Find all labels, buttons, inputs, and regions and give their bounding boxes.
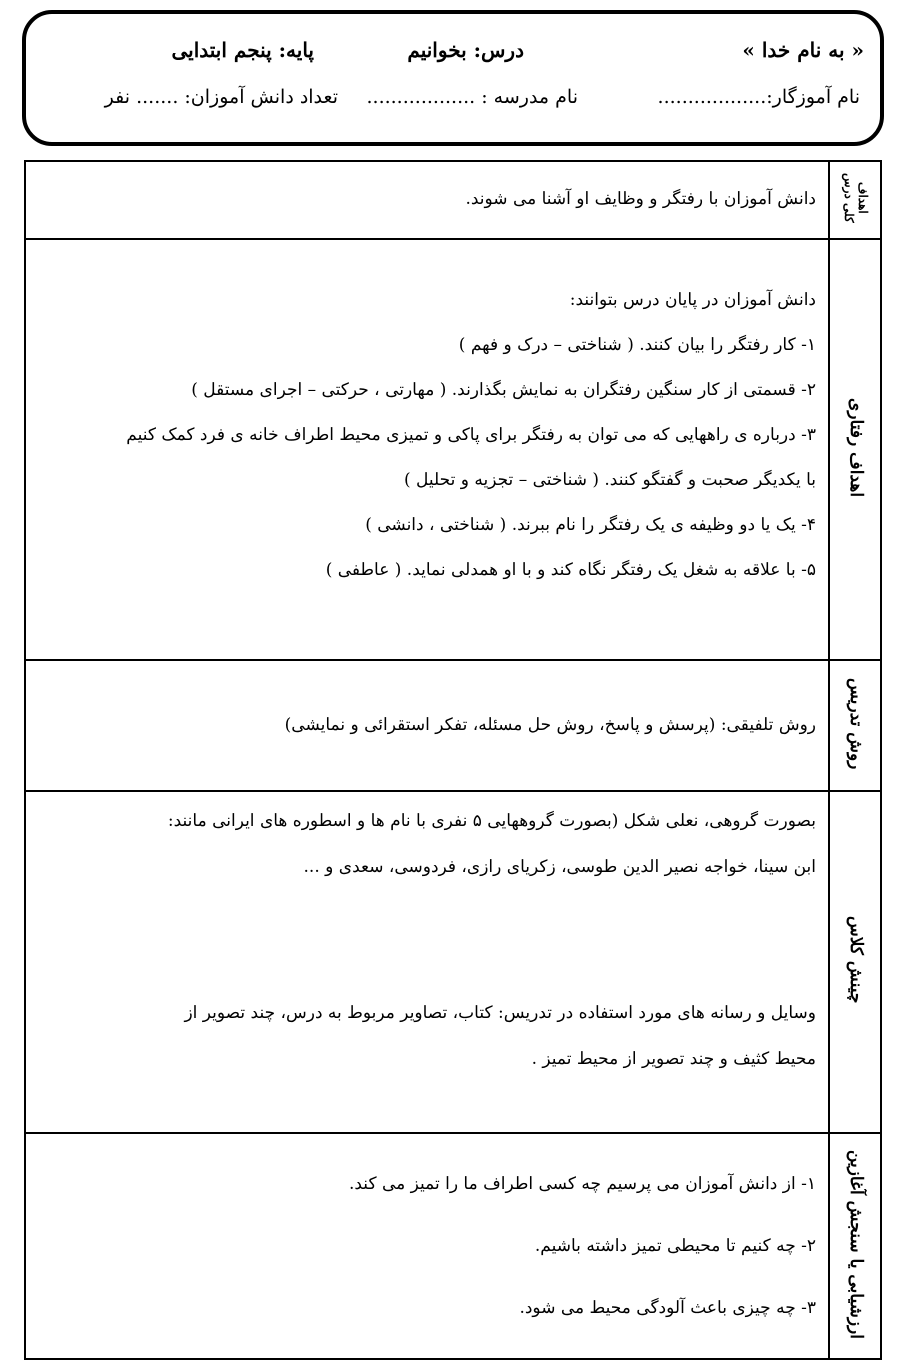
assessment-item: ۲- چه کنیم تا محیطی تمیز داشته باشیم. (534, 1236, 816, 1256)
lesson-plan-table (24, 160, 882, 1360)
bismillah: « به نام خدا » (742, 38, 864, 62)
teaching-method-text: روش تلفیقی: (پرسش و پاسخ، روش حل مسئله، تفکر استقرائی و نمایشی) (284, 714, 816, 735)
behavioral-objectives-label-cell (829, 239, 881, 660)
header-box (22, 10, 884, 146)
behavioral-objectives-cell (25, 239, 829, 660)
assessment-label: ارزشیابی یا سنجش آغازین (845, 1149, 866, 1339)
general-objectives-row (25, 161, 881, 239)
assessment-label-cell (829, 1133, 881, 1359)
teaching-method-label-cell (829, 660, 881, 791)
classroom-arrangement-line: بصورت گروهی، نعلی شکل (بصورت گروههایی ۵ نفری با نام ها و اسطوره های ایرانی مانند: (167, 811, 816, 831)
behavioral-objective-item: با یکدیگر صحبت و گفتگو کنند. ( شناختی – تجزیه و تحلیل ) (403, 470, 816, 490)
general-objectives-cell (25, 161, 829, 239)
general-objectives-label-line2: کلی درس (842, 173, 856, 223)
behavioral-objectives-row (25, 239, 881, 660)
behavioral-objective-item: ۲- قسمتی از کار سنگین رفتگران به نمایش بگذارند. ( مهارتی ، حرکتی – اجرای مستقل ) (191, 380, 816, 400)
teaching-method-cell (25, 660, 829, 791)
assessment-cell (25, 1133, 829, 1359)
behavioral-objective-item: ۱- کار رفتگر را بیان کنند. ( شناختی – درک و فهم ) (458, 335, 816, 355)
general-objectives-text: دانش آموزان با رفتگر و وظایف او آشنا می شوند. (465, 189, 816, 210)
grade-label: پایه: پنجم ابتدایی (171, 38, 314, 62)
general-objectives-label (841, 173, 869, 223)
classroom-arrangement-line: ابن سینا، خواجه نصیر الدین طوسی، زکریای رازی، فردوسی، سعدی و ... (303, 857, 816, 877)
teaching-method-row (25, 660, 881, 791)
assessment-item: ۱- از دانش آموزان می پرسیم چه کسی اطراف ما را تمیز می کند. (348, 1174, 816, 1194)
behavioral-objectives-label: اهداف رفتاری (845, 397, 866, 498)
materials-line: وسایل و رسانه های مورد استفاده در تدریس: کتاب، تصاویر مربوط به درس، چند تصویر از (184, 1003, 816, 1023)
classroom-arrangement-label: چینش کلاس (845, 916, 866, 1004)
behavioral-objective-item: ۵- با علاقه به شغل یک رفتگر نگاه کند و با او همدلی نماید. ( عاطفی ) (325, 560, 816, 580)
assessment-row (25, 1133, 881, 1359)
assessment-item: ۳- چه چیزی باعث آلودگی محیط می شود. (519, 1298, 816, 1318)
school-name-field: نام مدرسه : .................. (366, 86, 578, 108)
spacer (40, 890, 816, 990)
behavioral-objective-item: ۳- درباره ی راههایی که می توان به رفتگر برای پاکی و تمیزی محیط اطراف خانه ی فرد کمک کنیم (126, 425, 816, 445)
classroom-arrangement-label-cell (829, 791, 881, 1133)
teaching-method-label: روش تدریس (845, 677, 866, 770)
classroom-arrangement-cell (25, 791, 829, 1133)
teacher-name-field: نام آموزگار:.................. (657, 86, 860, 108)
subject-label: درس: بخوانیم (407, 38, 524, 62)
materials-line: محیط کثیف و چند تصویر از محیط تمیز . (531, 1049, 816, 1069)
student-count-field: تعداد دانش آموزان: ....... نفر (104, 86, 338, 108)
behavioral-objective-item: ۴- یک یا دو وظیفه ی یک رفتگر را نام ببرند. ( شناختی ، دانشی ) (365, 515, 816, 535)
general-objectives-label-line1: اهداف (855, 182, 870, 214)
general-objectives-label-cell (829, 161, 881, 239)
behavioral-objectives-intro: دانش آموزان در پایان درس بتوانند: (569, 290, 816, 310)
classroom-arrangement-row (25, 791, 881, 1133)
